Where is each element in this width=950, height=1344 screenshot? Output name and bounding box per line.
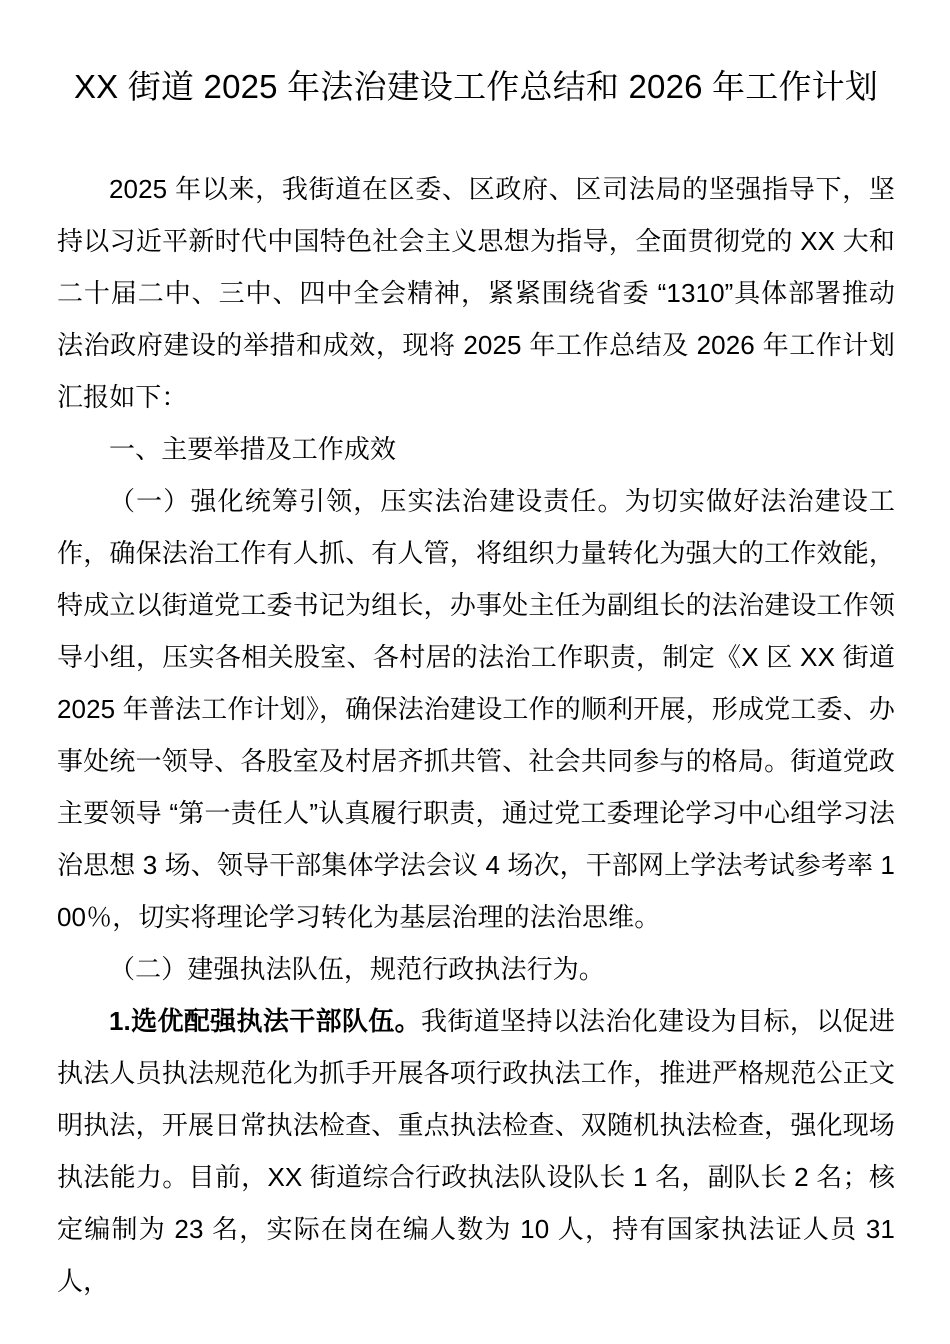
paragraph-item-one-lead: 1.选优配强执法干部队伍。 bbox=[109, 1006, 421, 1036]
paragraph-subsection-two: （二）建强执法队伍，规范行政执法行为。 bbox=[109, 954, 605, 984]
paragraph-subsection-one: （一）强化统筹引领，压实法治建设责任。为切实做好法治建设工作，确保法治工作有人抓、有人管，将组织力量转化为强大的工作效能，特成立以街道党工委书记为组长，办事处主任为副组长的法治建设工作领导小组，压实各相关股室、各村居的法治工作职责，制定《X 区 XX 街道 2025 年普法工作计划》，确保法治建设工作的顺利开展，形成党工委、办事处统一领导、各股室及村居齐抓共管、社会共同参与的格局。街道党政主要领导 “第一责任人”认真履行职责，通过党工委理论学习中心组学习法治思想 3 场、领导干部集体学法会议 4 场次，干部网上学法考试参考率 100％，切实将理论学习转化为基层治理的法治思维。 bbox=[57, 486, 895, 932]
paragraph-item-one-body: 我街道坚持以法治化建设为目标，以促进执法人员执法规范化为抓手开展各项行政执法工作，推进严格规范公正文明执法，开展日常执法检查、重点执法检查、双随机执法检查，强化现场执法能力。目前，XX 街道综合行政执法队设队长 1 名，副队长 2 名；核定编制为 23 名，实际在岗在编人数为 10 人，持有国家执法证人员 31 人， bbox=[57, 1006, 895, 1296]
page-title: XX 街道 2025 年法治建设工作总结和 2026 年工作计划 bbox=[73, 68, 879, 105]
document-body bbox=[57, 0, 895, 1307]
paragraph-intro: 2025 年以来，我街道在区委、区政府、区司法局的坚强指导下，坚持以习近平新时代中国特色社会主义思想为指导，全面贯彻党的 XX 大和二十届二中、三中、四中全会精神，紧紧围绕省委 “1310”具体部署推动法治政府建设的举措和成效，现将 2025 年工作总结及 2026 年工作计划汇报如下： bbox=[57, 174, 895, 412]
title-spacer bbox=[57, 111, 895, 163]
section-heading-one: 一、主要举措及工作成效 bbox=[109, 434, 397, 464]
paragraph-item-one bbox=[57, 995, 895, 1307]
